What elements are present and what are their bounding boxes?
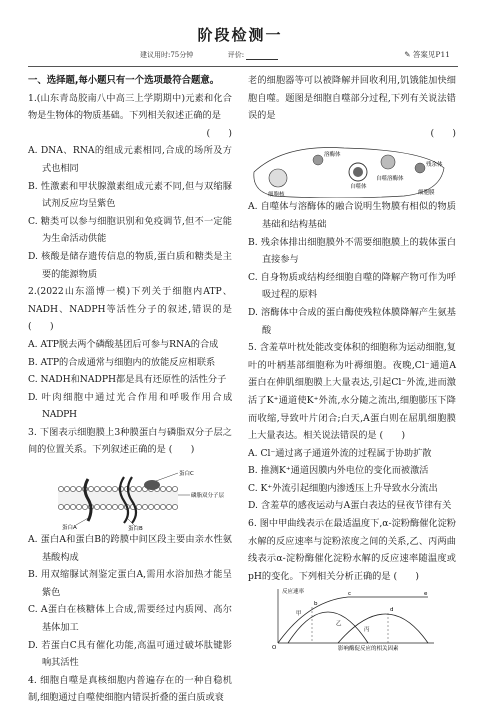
phospholipid-bilayer xyxy=(58,486,178,509)
point-label-d: d xyxy=(390,607,394,614)
label-bilayer: 磷脂双分子层 xyxy=(191,493,225,500)
phospholipid-head xyxy=(166,486,171,491)
phospholipid-head xyxy=(106,486,111,491)
phospholipid-head xyxy=(130,486,135,491)
question-4 xyxy=(28,672,232,707)
curve-bing xyxy=(338,614,428,643)
curve-label-jia: 甲 xyxy=(296,611,302,618)
answer-paren: ( ) xyxy=(393,570,419,582)
answer-paren: ( ) xyxy=(28,321,54,333)
point-label-e: e xyxy=(424,591,428,598)
phospholipid-head xyxy=(136,486,141,491)
nucleus-shape xyxy=(269,169,287,187)
phospholipid-head xyxy=(106,504,111,509)
phospholipid-head xyxy=(160,486,165,491)
option-d: D. 叶肉细胞中通过光合作用和呼吸作用合成NADPH xyxy=(28,391,232,421)
question-2 xyxy=(28,283,232,424)
phospholipid-head xyxy=(94,486,99,491)
phospholipid-head xyxy=(58,486,63,491)
enzyme-rate-chart xyxy=(248,585,456,651)
phospholipid-head xyxy=(142,504,147,509)
question-stem: 老的细胞器等可以被降解并回收利用,饥饿能加快细胞自噬。题图是细胞自噬部分过程,下列有关说法错误的是 xyxy=(248,75,456,122)
option-c: C. A蛋白在核糖体上合成,需要经过内质网、高尔基体加工 xyxy=(28,604,232,634)
point-label-c: c xyxy=(348,591,352,598)
option-b: B. 推测K⁺通道因膜内外电位的变化而被激活 xyxy=(248,465,429,477)
option-a: A. 自噬体与溶酶体的融合说明生物膜有相似的物质基础和结构基础 xyxy=(248,201,456,230)
residual-body-shape xyxy=(415,163,425,173)
phospholipid-head xyxy=(64,504,69,509)
phospholipid-head xyxy=(94,504,99,509)
question-3 xyxy=(28,424,232,672)
answer-icon: ✎ xyxy=(404,50,411,59)
option-b: B. 残余体排出细胞膜外不需要细胞膜上的载体蛋白直接参与 xyxy=(248,236,456,266)
membrane-protein-figure xyxy=(28,459,232,531)
label-cell-membrane: 细胞膜 xyxy=(418,190,435,197)
question-stem: 4. 细胞自噬是真核细胞内普遍存在的一种自稳机制,细胞通过自噬使细胞内错误折叠的蛋白质或衰 xyxy=(28,674,232,704)
label-protein-b: 蛋白B xyxy=(128,526,143,532)
option-b: B. 性激素和甲状腺激素组成元素不同,但与双缩脲试剂反应均呈紫色 xyxy=(28,180,232,210)
score-label: 评价: xyxy=(227,51,245,59)
page-title: 阶段检测一 xyxy=(197,26,283,44)
phospholipid-head xyxy=(172,486,177,491)
phospholipid-head xyxy=(160,504,165,509)
curve-label-yi: 乙 xyxy=(336,621,342,628)
option-a: A. ATP脱去两个磷酸基团后可参与RNA的合成 xyxy=(28,338,219,350)
time-label: 建议用时:75分钟 xyxy=(140,51,194,59)
option-d: D. 核酸是储存遗传信息的物质,蛋白质和糖类是主要的能源物质 xyxy=(28,250,232,280)
header-divider xyxy=(28,66,458,67)
answer-paren: ( ) xyxy=(379,430,406,442)
phospholipid-head xyxy=(166,504,171,509)
phospholipid-head xyxy=(154,504,159,509)
label-residual-body: 残余体 xyxy=(426,162,443,169)
phospholipid-head xyxy=(100,486,105,491)
label-protein-a: 蛋白A xyxy=(62,525,77,532)
question-stem: 1.(山东青岛胶南八中高三上学期期中)元素和化合物是生物体的物质基础。下列相关叙述正确的是 xyxy=(28,92,232,122)
option-a: A. 蛋白A和蛋白B的跨膜中间区段主要由亲水性氨基酸构成 xyxy=(28,534,232,563)
phospholipid-head xyxy=(70,504,75,509)
option-d: D. 若蛋白C具有催化功能,高温可通过破坏肽键影响其活性 xyxy=(28,639,232,669)
option-a: A. DNA、RNA的组成元素相同,合成的场所及方式也相同 xyxy=(28,145,232,174)
exam-meta xyxy=(140,50,278,60)
protein-c-shape xyxy=(144,480,160,490)
option-c: C. K⁺外流引起细胞内渗透压上升导致水分流出 xyxy=(248,482,438,494)
point-label-b: b xyxy=(314,601,318,608)
phospholipid-head xyxy=(118,504,123,509)
label-autophagosome: 自噬体 xyxy=(350,184,367,191)
phospholipid-head xyxy=(64,486,69,491)
right-column xyxy=(248,72,456,651)
answer-reference xyxy=(404,49,450,60)
x-axis-label: 影响酶促反应的相关因素 xyxy=(338,646,399,652)
left-column xyxy=(28,72,232,707)
autolysosome-shape xyxy=(381,155,395,169)
option-a: A. Cl⁻通过离子通道外流的过程属于协助扩散 xyxy=(248,447,432,459)
phospholipid-head xyxy=(70,486,75,491)
question-4-continued xyxy=(248,72,456,339)
label-autolysosome: 自噬溶酶体 xyxy=(376,176,404,183)
question-6 xyxy=(248,515,456,651)
phospholipid-head xyxy=(88,486,93,491)
question-stem: 3. 下图表示细胞膜上3种膜蛋白与磷脂双分子层之间的位置关系。下列叙述正确的是 xyxy=(28,426,232,456)
lysosome-shape xyxy=(313,155,323,165)
option-b: B. ATP的合成通常与细胞内的放能反应相联系 xyxy=(28,356,216,368)
answer-paren: ( ) xyxy=(168,444,195,456)
option-b: B. 用双缩脲试剂鉴定蛋白A,需用水浴加热才能呈紫色 xyxy=(28,569,232,598)
option-d: D. 含羞草的感夜运动与A蛋白表达的昼夜节律有关 xyxy=(248,500,452,512)
phospholipid-head xyxy=(76,504,81,509)
phospholipid-head xyxy=(58,504,63,509)
phospholipid-head xyxy=(100,504,105,509)
option-d: D. 溶酶体中合成的蛋白酶使残粒体膜降解产生氨基酸 xyxy=(248,306,456,336)
phospholipid-head xyxy=(112,486,117,491)
section-heading: 一、选择题,每小题只有一个选项最符合题意。 xyxy=(28,75,220,86)
score-blank xyxy=(246,52,278,60)
label-nucleus: 细胞核 xyxy=(268,192,285,199)
question-stem: 5. 含羞草叶枕处能改变体积的细胞称为运动细胞,复叶的叶柄基部细胞称为叶褥细胞。夜晚,Cl⁻通道A蛋白在伸肌细胞膜上大量表达,引起Cl⁻外流,进而激活了K⁺通道使K⁺外流,水分随之流出,细胞膨压下降而收缩,导致叶片闭合;白天,A蛋白则在屈肌细胞膜上大量表达。相关说法错误的是 xyxy=(248,342,456,442)
question-stem: 2.(2022山东淄博一模)下列关于细胞内ATP、NADH、NADPH等活性分子的叙述,错误的是 xyxy=(28,286,232,315)
curve-label-bing: 丙 xyxy=(364,627,370,634)
question-5 xyxy=(248,339,456,515)
origin-label: O xyxy=(272,645,277,652)
phospholipid-head xyxy=(136,504,141,509)
phospholipid-head xyxy=(112,504,117,509)
phospholipid-head xyxy=(172,504,177,509)
autophagy-figure xyxy=(248,142,456,198)
option-c: C. NADH和NADPH都是具有还原性的活性分子 xyxy=(28,374,227,386)
question-1 xyxy=(28,90,232,284)
label-protein-c: 蛋白C xyxy=(179,471,194,478)
phospholipid-head xyxy=(76,486,81,491)
label-lysosome: 溶酶体 xyxy=(324,152,341,159)
question-stem: 6. 图中甲曲线表示在最适温度下,α-淀粉酶催化淀粉水解的反应速率与淀粉浓度之间的关系,乙、丙两曲线表示α-淀粉酶催化淀粉水解的反应速率随温度或pH的变化。下列相关分析正确的是 xyxy=(248,518,456,582)
option-c: C. 糖类可以参与细胞识别和免疫调节,但不一定能为生命活动供能 xyxy=(28,215,232,245)
answer-paren: ( ) xyxy=(206,127,232,139)
answer-ref-text: 答案见P11 xyxy=(412,50,450,59)
phospholipid-head xyxy=(148,504,153,509)
answer-paren: ( ) xyxy=(430,127,456,139)
option-c: C. 自身物质或结构经细胞自噬的降解产物可作为呼吸过程的原料 xyxy=(248,271,456,301)
phospholipid-head xyxy=(82,504,87,509)
y-axis-label: 反应速率 xyxy=(282,589,305,596)
